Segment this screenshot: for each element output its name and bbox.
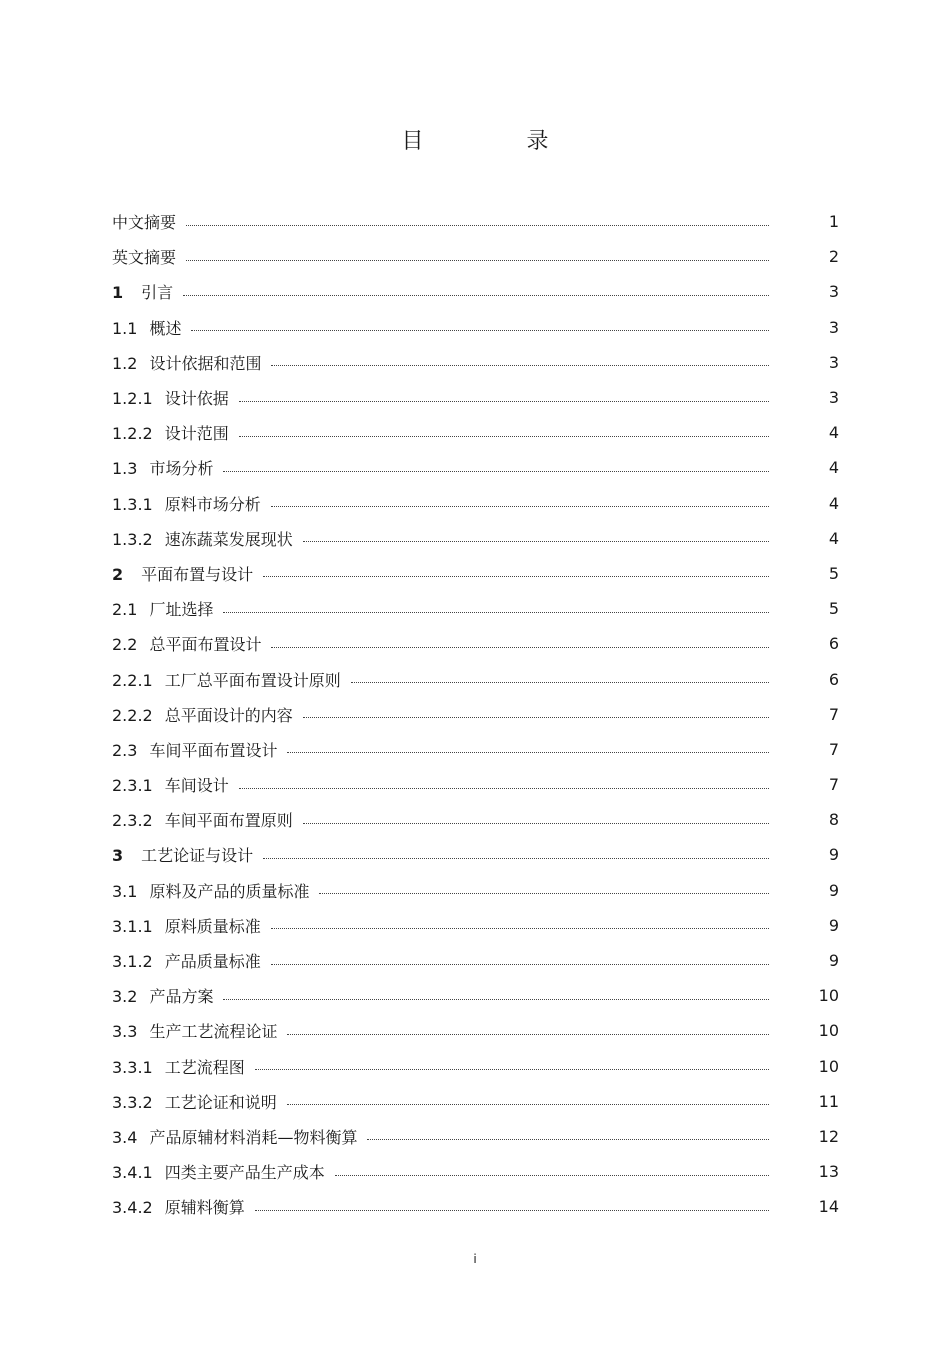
toc-entry-page: 12 xyxy=(818,1126,839,1146)
toc-entry-number: 2.3.2 xyxy=(112,811,153,831)
toc-entry-label xyxy=(112,492,261,515)
toc-entry-page: 4 xyxy=(828,423,839,443)
toc-entry[interactable] xyxy=(112,591,839,626)
toc-entry[interactable] xyxy=(112,802,839,837)
toc-leader-dots xyxy=(255,1068,769,1070)
toc-entry[interactable] xyxy=(112,556,839,591)
toc-entry-label xyxy=(112,280,173,303)
toc-entry-label xyxy=(112,738,277,761)
toc-leader-dots xyxy=(271,505,769,507)
toc-entry-text: 工艺论证与设计 xyxy=(141,846,254,866)
toc-entry-text: 原料质量标准 xyxy=(164,916,261,936)
toc-leader-dots xyxy=(263,857,769,859)
toc-entry-number: 1.1 xyxy=(112,318,138,338)
toc-entry-text: 中文摘要 xyxy=(112,213,177,233)
toc-entry-label xyxy=(112,1195,245,1218)
toc-entry-page: 3 xyxy=(828,317,839,337)
toc-entry-text: 工厂总平面布置设计原则 xyxy=(164,670,341,690)
toc-entry[interactable] xyxy=(112,1084,839,1119)
toc-entry-page: 9 xyxy=(828,880,839,900)
toc-entry-number: 2 xyxy=(112,564,124,584)
toc-entry[interactable] xyxy=(112,873,839,908)
toc-entry-text: 原料市场分析 xyxy=(164,494,261,514)
toc-leader-dots xyxy=(186,259,769,261)
page-number-footer: i xyxy=(473,1252,477,1266)
toc-entry-label xyxy=(112,1160,325,1183)
toc-entry[interactable] xyxy=(112,908,839,943)
toc-entry-number: 2.2.1 xyxy=(112,670,153,690)
toc-entry-number: 1.2.1 xyxy=(112,389,153,409)
toc-leader-dots xyxy=(303,822,769,824)
toc-entry-label xyxy=(112,562,253,585)
toc-leader-dots xyxy=(263,575,769,577)
toc-entry-page: 5 xyxy=(828,563,839,583)
toc-leader-dots xyxy=(239,400,769,402)
toc-entry-label xyxy=(112,1055,245,1078)
toc-entry[interactable] xyxy=(112,345,839,380)
toc-entry-label xyxy=(112,668,341,691)
toc-entry-text: 总平面设计的内容 xyxy=(164,705,293,725)
toc-leader-dots xyxy=(255,1209,769,1211)
toc-entry-number: 1.3.1 xyxy=(112,494,153,514)
toc-entry-page: 14 xyxy=(818,1197,839,1217)
toc-entry-text: 平面布置与设计 xyxy=(141,564,254,584)
toc-entry[interactable] xyxy=(112,767,839,802)
page-title: 目 录 xyxy=(401,129,597,154)
toc-entry[interactable] xyxy=(112,661,839,696)
toc-entry-page: 7 xyxy=(828,704,839,724)
toc-entry-text: 引言 xyxy=(141,283,174,303)
toc-leader-dots xyxy=(287,1103,769,1105)
toc-entry[interactable] xyxy=(112,415,839,450)
toc-entry-text: 产品质量标准 xyxy=(164,952,261,972)
toc-entry-label xyxy=(112,386,229,409)
toc-entry-label xyxy=(112,773,229,796)
toc-entry-number: 2.2 xyxy=(112,635,138,655)
toc-entry-text: 工艺流程图 xyxy=(164,1057,245,1077)
toc-entry-text: 设计依据 xyxy=(164,389,229,409)
toc-leader-dots xyxy=(287,1033,769,1035)
toc-entry[interactable] xyxy=(112,274,839,309)
toc-entry-number: 1 xyxy=(112,283,124,303)
toc-entry-page: 3 xyxy=(828,352,839,372)
toc-entry[interactable] xyxy=(112,837,839,872)
toc-entry-page: 1 xyxy=(828,212,839,232)
toc-leader-dots xyxy=(271,646,769,648)
toc-entry-page: 3 xyxy=(828,282,839,302)
toc-entry-text: 速冻蔬菜发展现状 xyxy=(164,529,293,549)
toc-entry-page: 10 xyxy=(818,1021,839,1041)
toc-entry-label xyxy=(112,210,176,233)
toc-entry-label xyxy=(112,632,261,655)
toc-entry-text: 设计依据和范围 xyxy=(149,353,262,373)
toc-entry-page: 5 xyxy=(828,599,839,619)
toc-entry[interactable] xyxy=(112,943,839,978)
toc-entry-number: 3.1.1 xyxy=(112,916,153,936)
toc-entry-label xyxy=(112,351,261,374)
toc-leader-dots xyxy=(239,435,769,437)
toc-entry-text: 概述 xyxy=(149,318,182,338)
toc-entry-page: 11 xyxy=(818,1091,839,1111)
toc-entry-page: 6 xyxy=(828,669,839,689)
toc-entry[interactable] xyxy=(112,626,839,661)
toc-entry-page: 13 xyxy=(818,1162,839,1182)
toc-leader-dots xyxy=(191,329,769,331)
toc-entry-number: 3 xyxy=(112,846,124,866)
toc-entry[interactable] xyxy=(112,239,839,274)
toc-entry-page: 8 xyxy=(828,810,839,830)
toc-entry[interactable] xyxy=(112,310,839,345)
toc-leader-dots xyxy=(271,927,769,929)
toc-entry[interactable] xyxy=(112,450,839,485)
toc-entry-number: 3.4.2 xyxy=(112,1198,153,1218)
toc-entry-text: 车间设计 xyxy=(164,776,229,796)
toc-entry-number: 1.3.2 xyxy=(112,529,153,549)
toc-entry-number: 3.3 xyxy=(112,1022,138,1042)
toc-leader-dots xyxy=(367,1138,769,1140)
toc-entry[interactable] xyxy=(112,204,839,239)
toc-entry-number: 3.1.2 xyxy=(112,952,153,972)
toc-entry[interactable] xyxy=(112,1049,839,1084)
toc-entry[interactable] xyxy=(112,486,839,521)
toc-entry[interactable] xyxy=(112,1189,839,1224)
toc-entry-text: 车间平面布置设计 xyxy=(149,740,278,760)
toc-entry-page: 4 xyxy=(828,493,839,513)
toc-entry-number: 1.2.2 xyxy=(112,424,153,444)
toc-entry-number: 2.1 xyxy=(112,600,138,620)
toc-entry[interactable] xyxy=(112,1119,839,1154)
toc-entry-label xyxy=(112,527,293,550)
table-of-contents xyxy=(112,204,839,1224)
toc-entry-label xyxy=(112,1019,277,1042)
toc-entry-text: 产品原辅材料消耗—物料衡算 xyxy=(149,1127,358,1147)
toc-entry-page: 9 xyxy=(828,915,839,935)
toc-entry-text: 生产工艺流程论证 xyxy=(149,1022,278,1042)
toc-entry-label xyxy=(112,316,181,339)
toc-entry-page: 9 xyxy=(828,845,839,865)
toc-entry-text: 原料及产品的质量标准 xyxy=(149,881,310,901)
toc-leader-dots xyxy=(223,470,769,472)
toc-leader-dots xyxy=(303,540,769,542)
toc-entry-number: 3.4 xyxy=(112,1127,138,1147)
toc-entry-number: 3.2 xyxy=(112,987,138,1007)
toc-entry-number: 1.3 xyxy=(112,459,138,479)
toc-leader-dots xyxy=(223,998,769,1000)
toc-entry-label xyxy=(112,984,213,1007)
toc-entry-label xyxy=(112,879,309,902)
toc-entry[interactable] xyxy=(112,697,839,732)
toc-entry-page: 10 xyxy=(818,1056,839,1076)
toc-entry-label xyxy=(112,1125,357,1148)
toc-entry-number: 3.3.2 xyxy=(112,1092,153,1112)
toc-entry-label xyxy=(112,843,253,866)
toc-entry-number: 3.4.1 xyxy=(112,1163,153,1183)
toc-leader-dots xyxy=(186,224,769,226)
toc-entry[interactable] xyxy=(112,380,839,415)
toc-leader-dots xyxy=(335,1174,769,1176)
toc-entry-number: 2.2.2 xyxy=(112,705,153,725)
toc-entry-page: 2 xyxy=(828,247,839,267)
toc-entry-number: 1.2 xyxy=(112,353,138,373)
toc-entry-page: 4 xyxy=(828,458,839,478)
toc-entry-label xyxy=(112,456,213,479)
toc-entry-label xyxy=(112,597,213,620)
toc-leader-dots xyxy=(287,751,769,753)
toc-entry-text: 市场分析 xyxy=(149,459,214,479)
toc-leader-dots xyxy=(351,681,769,683)
toc-entry-text: 英文摘要 xyxy=(112,248,177,268)
toc-entry[interactable] xyxy=(112,1013,839,1048)
toc-entry-label xyxy=(112,703,293,726)
toc-leader-dots xyxy=(271,364,769,366)
toc-entry-number: 2.3.1 xyxy=(112,776,153,796)
toc-entry-page: 10 xyxy=(818,986,839,1006)
toc-entry[interactable] xyxy=(112,732,839,767)
toc-entry-page: 7 xyxy=(828,739,839,759)
toc-entry-text: 工艺论证和说明 xyxy=(164,1092,277,1112)
toc-entry-text: 总平面布置设计 xyxy=(149,635,262,655)
toc-entry-page: 3 xyxy=(828,388,839,408)
toc-entry-text: 四类主要产品生产成本 xyxy=(164,1163,325,1183)
toc-entry[interactable] xyxy=(112,978,839,1013)
toc-entry[interactable] xyxy=(112,521,839,556)
toc-entry-number: 3.1 xyxy=(112,881,138,901)
toc-entry-label xyxy=(112,914,261,937)
toc-entry-number: 2.3 xyxy=(112,740,138,760)
toc-leader-dots xyxy=(271,963,769,965)
toc-leader-dots xyxy=(303,716,769,718)
toc-entry-page: 6 xyxy=(828,634,839,654)
toc-entry-label xyxy=(112,245,176,268)
toc-entry-label xyxy=(112,421,229,444)
toc-entry-label xyxy=(112,1090,277,1113)
toc-entry-label xyxy=(112,949,261,972)
toc-entry-text: 厂址选择 xyxy=(149,600,214,620)
toc-entry-page: 7 xyxy=(828,775,839,795)
toc-entry-page: 9 xyxy=(828,951,839,971)
toc-entry-text: 产品方案 xyxy=(149,987,214,1007)
toc-leader-dots xyxy=(239,787,769,789)
toc-entry-page: 4 xyxy=(828,528,839,548)
toc-entry-label xyxy=(112,808,293,831)
toc-entry[interactable] xyxy=(112,1154,839,1189)
toc-leader-dots xyxy=(223,611,769,613)
toc-entry-number: 3.3.1 xyxy=(112,1057,153,1077)
toc-entry-text: 原辅料衡算 xyxy=(164,1198,245,1218)
toc-entry-text: 车间平面布置原则 xyxy=(164,811,293,831)
toc-leader-dots xyxy=(183,294,769,296)
toc-entry-text: 设计范围 xyxy=(164,424,229,444)
toc-leader-dots xyxy=(319,892,769,894)
